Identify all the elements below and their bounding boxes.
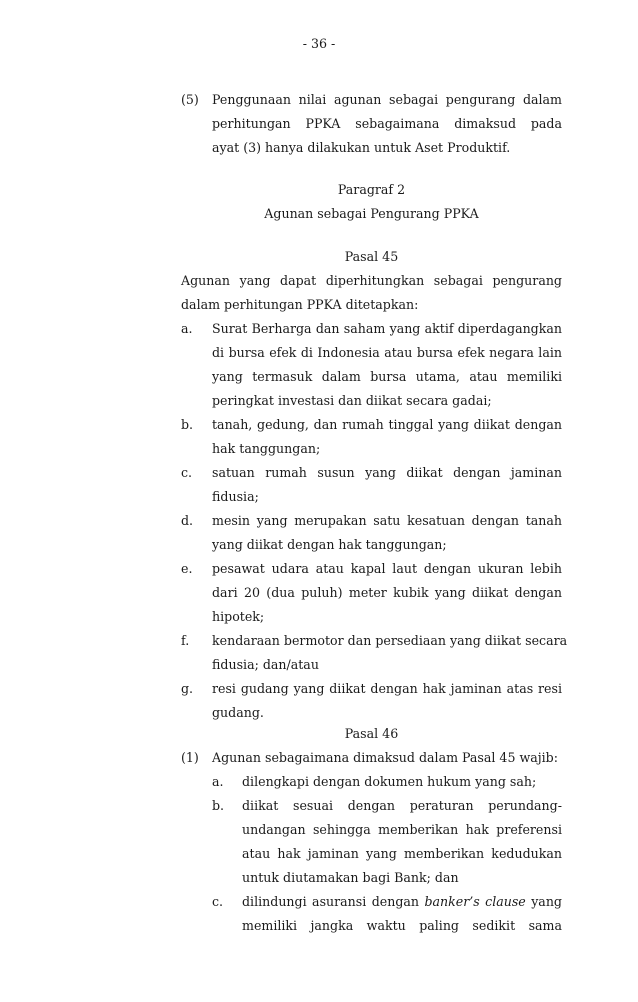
sub-item-line: undangan sehingga memberikan hak preferensi: [242, 822, 562, 837]
item-line: fidusia; dan/atau: [212, 657, 319, 672]
item-line: yang diikat dengan hak tanggungan;: [212, 537, 447, 552]
item-line: dari 20 (dua puluh) meter kubik yang diikat dengan: [212, 585, 562, 600]
sub-item-marker: b.: [212, 798, 225, 813]
sub-item-marker: a.: [212, 774, 224, 789]
list-item: [181, 317, 562, 413]
item-marker: f.: [181, 633, 190, 648]
pasal-intro-line: Agunan yang dapat diperhitungkan sebagai pengurang: [181, 273, 562, 288]
item-line: kendaraan bermotor dan persediaan yang diikat secara: [212, 633, 568, 648]
pasal-46-section: [181, 722, 562, 938]
item-marker: (5): [181, 92, 199, 107]
sub-item-line: [242, 890, 562, 914]
item-5-block: [181, 88, 562, 160]
item-marker: d.: [181, 513, 194, 528]
list-item: [181, 557, 562, 629]
pasal-45-section: [181, 245, 568, 725]
sub-item-line: diikat sesuai dengan peraturan perundang-: [242, 798, 562, 813]
pasal-intro-line: dalam perhitungan PPKA ditetapkan:: [181, 297, 419, 312]
item-line: peringkat investasi dan diikat secara gadai;: [212, 393, 492, 408]
paragraph-line: Penggunaan nilai agunan sebagai pengurang dalam: [212, 92, 562, 107]
list-item: [181, 677, 562, 725]
list-item: [181, 413, 562, 461]
sub-item: [212, 890, 562, 938]
item-line: hipotek;: [212, 609, 265, 624]
item-marker: a.: [181, 321, 193, 336]
paragraf-subtitle: Agunan sebagai Pengurang PPKA: [264, 206, 479, 221]
item-line: tanah, gedung, dan rumah tinggal yang diikat dengan: [212, 417, 562, 432]
item-marker: c.: [181, 465, 193, 480]
sub-item-line: memiliki jangka waktu paling sedikit sama: [242, 918, 562, 933]
item-line: di bursa efek di Indonesia atau bursa efek negara lain: [212, 345, 562, 360]
italic-term: banker’s clause: [424, 894, 526, 909]
list-item: [181, 629, 568, 677]
item-line: hak tanggungan;: [212, 441, 321, 456]
item-marker: g.: [181, 681, 194, 696]
paragraf-heading: [181, 178, 562, 226]
paragraph-line: ayat (3) hanya dilakukan untuk Aset Produktif.: [212, 140, 511, 155]
item-line: resi gudang yang diikat dengan hak jaminan atas resi: [212, 681, 562, 696]
item-marker: (1): [181, 750, 199, 765]
sub-item: [212, 770, 562, 794]
sub-item-line: untuk diutamakan bagi Bank; dan: [242, 870, 459, 885]
text-run: yang: [525, 894, 562, 909]
pasal-title: Pasal 46: [344, 726, 399, 741]
item-line: mesin yang merupakan satu kesatuan dengan tanah: [212, 513, 562, 528]
sub-item-line: dilengkapi dengan dokumen hukum yang sah;: [242, 774, 537, 789]
sub-item-marker: c.: [212, 894, 224, 909]
sub-item-line: atau hak jaminan yang memberikan kedudukan: [242, 846, 562, 861]
page-number: - 36 -: [302, 36, 336, 51]
list-item: [181, 461, 562, 509]
paragraph-line: perhitungan PPKA sebagaimana dimaksud pada: [212, 116, 562, 131]
item-line: Surat Berharga dan saham yang aktif diperdagangkan: [212, 321, 562, 336]
item-line: pesawat udara atau kapal laut dengan ukuran lebih: [212, 561, 562, 576]
item-marker: e.: [181, 561, 193, 576]
item-line: gudang.: [212, 705, 264, 720]
text-run: dilindungi asuransi dengan: [242, 894, 425, 909]
item-marker: b.: [181, 417, 194, 432]
sub-item: [212, 794, 562, 890]
pasal-title: Pasal 45: [344, 249, 399, 264]
item-line: fidusia;: [212, 489, 259, 504]
list-item: [181, 509, 562, 557]
paragraf-title: Paragraf 2: [337, 182, 406, 197]
item-line: Agunan sebagaimana dimaksud dalam Pasal 45 wajib:: [212, 750, 558, 765]
item-line: yang termasuk dalam bursa utama, atau memiliki: [212, 369, 562, 384]
item-line: satuan rumah susun yang diikat dengan jaminan: [212, 465, 562, 480]
